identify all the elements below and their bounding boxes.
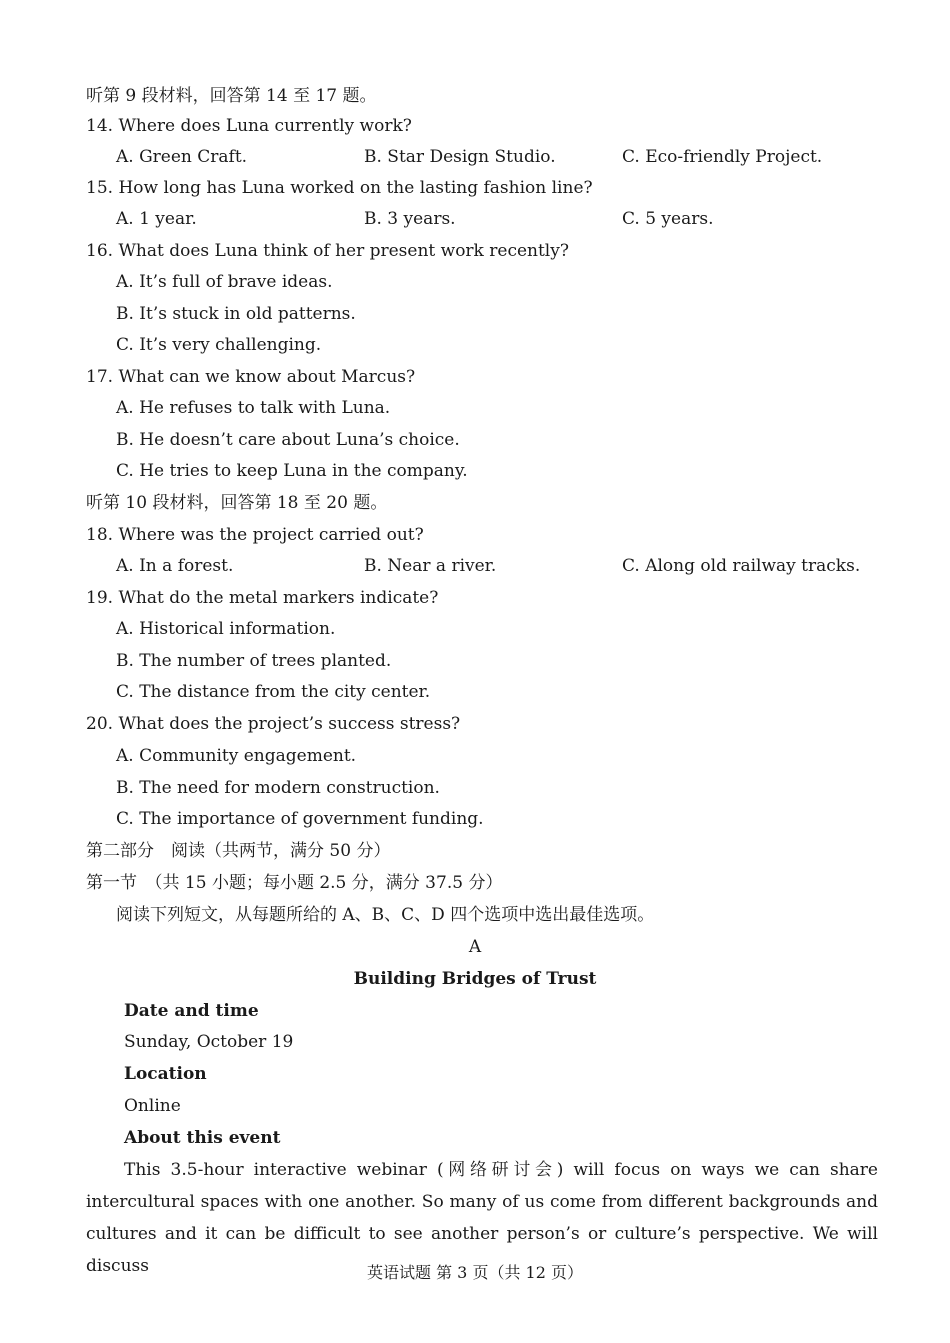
- passage-letter: A: [468, 937, 482, 957]
- part2-title: 第二部分 阅读（共两节，满分 50 分）: [86, 841, 391, 861]
- about-label: About this event: [124, 1128, 281, 1148]
- q17-option-c: C. He tries to keep Luna in the company.: [116, 461, 468, 481]
- q17-option-a: A. He refuses to talk with Luna.: [116, 398, 391, 418]
- page-footer: 英语试题 第 3 页（共 12 页）: [367, 1263, 583, 1282]
- part2-instruction: 阅读下列短文，从每题所给的 A、B、C、D 四个选项中选出最佳选项。: [116, 905, 655, 925]
- section-header-10: 听第 10 段材料，回答第 18 至 20 题。: [86, 493, 388, 513]
- q15-option-c: C. 5 years.: [622, 209, 714, 229]
- question-14: 14. Where does Luna currently work?: [86, 116, 412, 136]
- passage-title: Building Bridges of Trust: [353, 969, 597, 989]
- q16-option-b: B. It’s stuck in old patterns.: [116, 304, 356, 324]
- paragraph-line-3: cultures and it can be difficult to see another person’s or culture’s perspective. We will discuss: [86, 1224, 878, 1276]
- q14-option-a: A. Green Craft.: [116, 147, 248, 167]
- q20-option-c: C. The importance of government funding.: [116, 809, 484, 829]
- q15-option-a: A. 1 year.: [116, 209, 197, 229]
- q14-option-c: C. Eco-friendly Project.: [622, 147, 823, 167]
- question-15: 15. How long has Luna worked on the lasting fashion line?: [86, 178, 593, 198]
- q16-option-a: A. It’s full of brave ideas.: [116, 272, 333, 292]
- question-19: 19. What do the metal markers indicate?: [86, 588, 439, 608]
- location-value: Online: [124, 1096, 181, 1116]
- q18-option-c: C. Along old railway tracks.: [622, 556, 861, 576]
- paragraph-line-2: intercultural spaces with one another. So many of us come from different backgrounds and: [86, 1192, 878, 1212]
- part2-section1: 第一节 （共 15 小题；每小题 2.5 分，满分 37.5 分）: [86, 873, 503, 893]
- location-label: Location: [124, 1064, 207, 1084]
- question-18: 18. Where was the project carried out?: [86, 525, 424, 545]
- q19-option-a: A. Historical information.: [116, 619, 336, 639]
- date-label: Date and time: [124, 1001, 259, 1021]
- q20-option-a: A. Community engagement.: [116, 746, 357, 766]
- q19-option-b: B. The number of trees planted.: [116, 651, 392, 671]
- q15-option-b: B. 3 years.: [364, 209, 456, 229]
- q17-option-b: B. He doesn’t care about Luna’s choice.: [116, 430, 460, 450]
- q14-option-b: B. Star Design Studio.: [364, 147, 556, 167]
- question-20: 20. What does the project’s success stress?: [86, 714, 461, 734]
- q18-option-a: A. In a forest.: [116, 556, 234, 576]
- q18-option-b: B. Near a river.: [364, 556, 497, 576]
- paragraph-line-1: This 3.5-hour interactive webinar (网络研讨会) will focus on ways we can share: [124, 1160, 878, 1180]
- q19-option-c: C. The distance from the city center.: [116, 682, 431, 702]
- q16-option-c: C. It’s very challenging.: [116, 335, 322, 355]
- date-value: Sunday, October 19: [124, 1032, 294, 1052]
- q20-option-b: B. The need for modern construction.: [116, 778, 440, 798]
- question-16: 16. What does Luna think of her present work recently?: [86, 241, 569, 261]
- question-17: 17. What can we know about Marcus?: [86, 367, 416, 387]
- section-header-9: 听第 9 段材料，回答第 14 至 17 题。: [86, 86, 377, 106]
